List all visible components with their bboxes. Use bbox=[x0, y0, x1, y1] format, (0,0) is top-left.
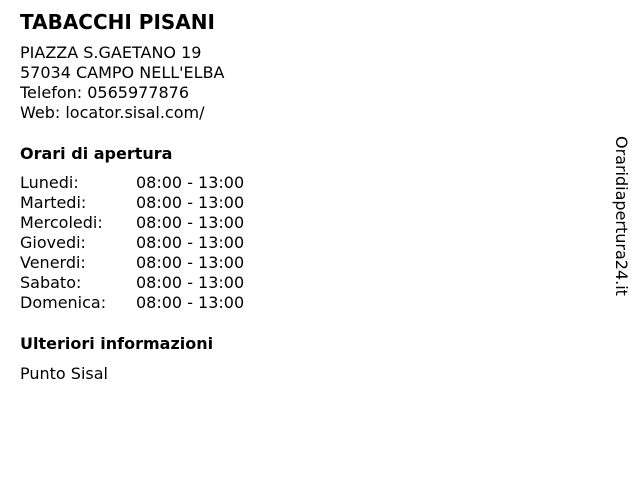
phone-number: Telefon: 0565977876 bbox=[20, 83, 190, 102]
store-name: TABACCHI PISANI bbox=[20, 10, 215, 34]
time-range: 08:00 - 13:00 bbox=[136, 273, 245, 292]
address-block bbox=[20, 43, 224, 123]
time-range: 08:00 - 13:00 bbox=[136, 293, 245, 312]
hours-row bbox=[20, 193, 244, 213]
hours-row bbox=[20, 233, 244, 253]
opening-hours-table bbox=[20, 173, 244, 313]
day-label: Sabato: bbox=[20, 273, 82, 292]
day-label: Lunedi: bbox=[20, 173, 79, 192]
time-range: 08:00 - 13:00 bbox=[136, 213, 245, 232]
opening-hours-heading: Orari di apertura bbox=[20, 144, 173, 163]
day-label: Domenica: bbox=[20, 293, 107, 312]
website: Web: locator.sisal.com/ bbox=[20, 103, 205, 122]
hours-row bbox=[20, 293, 244, 313]
hours-row bbox=[20, 173, 244, 193]
day-label: Giovedi: bbox=[20, 233, 86, 252]
hours-row bbox=[20, 253, 244, 273]
site-watermark: Oraridiapertura24.it bbox=[612, 136, 631, 296]
hours-row bbox=[20, 273, 244, 293]
additional-info-heading: Ulteriori informazioni bbox=[20, 334, 214, 353]
additional-info-text: Punto Sisal bbox=[20, 364, 108, 383]
hours-row bbox=[20, 213, 244, 233]
address-city: 57034 CAMPO NELL'ELBA bbox=[20, 63, 225, 82]
address-street: PIAZZA S.GAETANO 19 bbox=[20, 43, 202, 62]
day-label: Mercoledi: bbox=[20, 213, 103, 232]
time-range: 08:00 - 13:00 bbox=[136, 253, 245, 272]
day-label: Martedi: bbox=[20, 193, 87, 212]
time-range: 08:00 - 13:00 bbox=[136, 173, 245, 192]
time-range: 08:00 - 13:00 bbox=[136, 233, 245, 252]
time-range: 08:00 - 13:00 bbox=[136, 193, 245, 212]
day-label: Venerdi: bbox=[20, 253, 86, 272]
